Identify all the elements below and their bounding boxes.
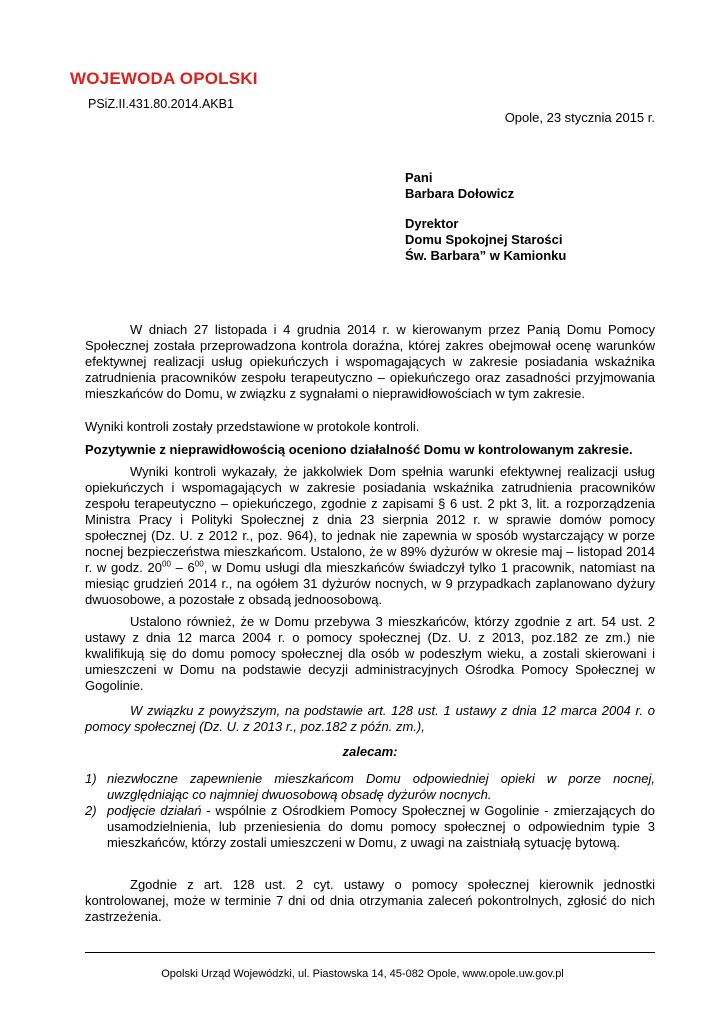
- addressee-block: [405, 170, 566, 264]
- findings-text-b: – 6: [170, 560, 195, 575]
- addressee-position: Dyrektor: [405, 216, 459, 231]
- recommendation-heading: zalecam:: [342, 744, 398, 759]
- addressee-name: Barbara Dołowicz: [405, 186, 515, 201]
- paragraph-results-note: Wyniki kontroli zostały przedstawione w protokole kontroli.: [85, 419, 420, 434]
- recommendation-1-number: 1): [85, 771, 97, 786]
- paragraph-objection-rights: Zgodnie z art. 128 ust. 2 cyt. ustawy o pomocy społecznej kierownik jednostki kontrolowanej, może w terminie 7 dni od dnia otrzymania zaleceń pokontrolnych, zgłosić do nich zastrzeżenia.: [85, 877, 655, 924]
- paragraph-findings: [85, 464, 655, 608]
- findings-text-a: Wyniki kontroli wykazały, że jakkolwiek Dom spełnia warunki efektywnej realizacji usług opiekuńczych i wspomagających w zakresie posiadania wskaźnika zatrudnienia pracowników zespołu terapeutyczno – opiekuńczego, zgodnie z zapisami § 6 ust. 2 pkt 3, lit. a rozporządzenia Ministra Pracy i Polityki Społecznej z dnia 23 sierpnia 2012 r. w sprawie domów pomocy społecznej (Dz. U. z 2012 r., poz. 964), to jednak nie zapewnia w sposób wystarczający w porze nocnej bezpieczeństwa mieszkańcom. Ustalono, że w 89% dyżurów w okresie maj – listopad 2014 r. w godz. 20: [85, 464, 655, 575]
- document-date: Opole, 23 stycznia 2015 r.: [504, 110, 655, 125]
- addressee-institution-1: Domu Spokojnej Starości: [405, 232, 563, 247]
- recommendation-2-lead: podjęcie działań: [107, 803, 202, 818]
- paragraph-residents: Ustalono również, że w Domu przebywa 3 mieszkańców, którzy zgodnie z art. 54 ust. 2 ustawy z dnia 12 marca 2004 r. o pomocy społecznej (Dz. U. z 2013, poz.182 ze zm.) nie kwalifikują się do domu pomocy społecznej dla osób w podeszłym wieku, a zostali skierowani i umieszczeni w Domu na podstawie decyzji administracyjnych Ośrodka Pomocy Społecznej w Gogolinie.: [85, 614, 655, 693]
- paragraph-legal-basis: W związku z powyższym, na podstawie art. 128 ust. 1 ustawy z dnia 12 marca 2004 r. o pomocy społecznej (Dz. U. z 2013 r., poz.182 z późn. zm.),: [85, 703, 655, 734]
- recommendation-1-text: niezwłoczne zapewnienie mieszkańcom Domu odpowiedniej opieki w porze nocnej, uwzględniając co najmniej dwuosobową obsadę dyżurów nocnych.: [107, 771, 655, 802]
- addressee-salutation: Pani: [405, 170, 433, 185]
- issuer-title: WOJEWODA OPOLSKI: [70, 69, 258, 88]
- paragraph-inspection-intro: W dniach 27 listopada i 4 grudnia 2014 r. w kierowanym przez Panią Domu Pomocy Społecznej została przeprowadzona kontrola doraźna, której zakres obejmował ocenę warunków efektywnej realizacji usług opiekuńczych i wspomagających w zakresie posiadania wskaźnika zatrudnienia pracowników zespołu terapeutyczno – opiekuńczego oraz zasadności przyjmowania mieszkańców do Domu, w związku z sygnałami o nieprawidłowościach w tym zakresie.: [85, 322, 655, 401]
- recommendation-2: [85, 803, 655, 851]
- recommendation-2-text: - wspólnie z Ośrodkiem Pomocy Społecznej w Gogolinie - zmierzających do usamodzielnienia, lub przeniesienia do domu pomocy społecznej o odpowiednim typie 3 mieszkańców, którzy zostali umieszczeni w Domu, z uwagi na zaistniałą sytuację bytową.: [107, 803, 655, 850]
- footer-address: Opolski Urząd Wojewódzki, ul. Piastowska 14, 45-082 Opole, www.opole.uw.gov.pl: [161, 968, 564, 980]
- footer-divider: [85, 952, 655, 953]
- recommendation-2-text-wrap: [107, 803, 655, 851]
- recommendation-2-number: 2): [85, 803, 97, 818]
- paragraph-assessment: Pozytywnie z nieprawidłowością oceniono działalność Domu w kontrolowanym zakresie.: [85, 442, 633, 457]
- findings-sup-1: 00: [162, 559, 171, 569]
- recommendation-1: [85, 771, 655, 803]
- findings-text-c: , w Domu usługi dla mieszkańców świadczył tylko 1 pracownik, natomiast na miesiąc grudzień 2014 r., na ogółem 31 dyżurów nocnych, w 9 przypadkach zaplanowano dyżury dwuosobowe, a pozostałe z obsadą jednoosobową.: [85, 560, 655, 607]
- addressee-institution-2: Św. Barbara” w Kamionku: [405, 248, 567, 263]
- findings-sup-2: 00: [194, 559, 204, 569]
- reference-number: PSiZ.II.431.80.2014.AKB1: [88, 97, 234, 111]
